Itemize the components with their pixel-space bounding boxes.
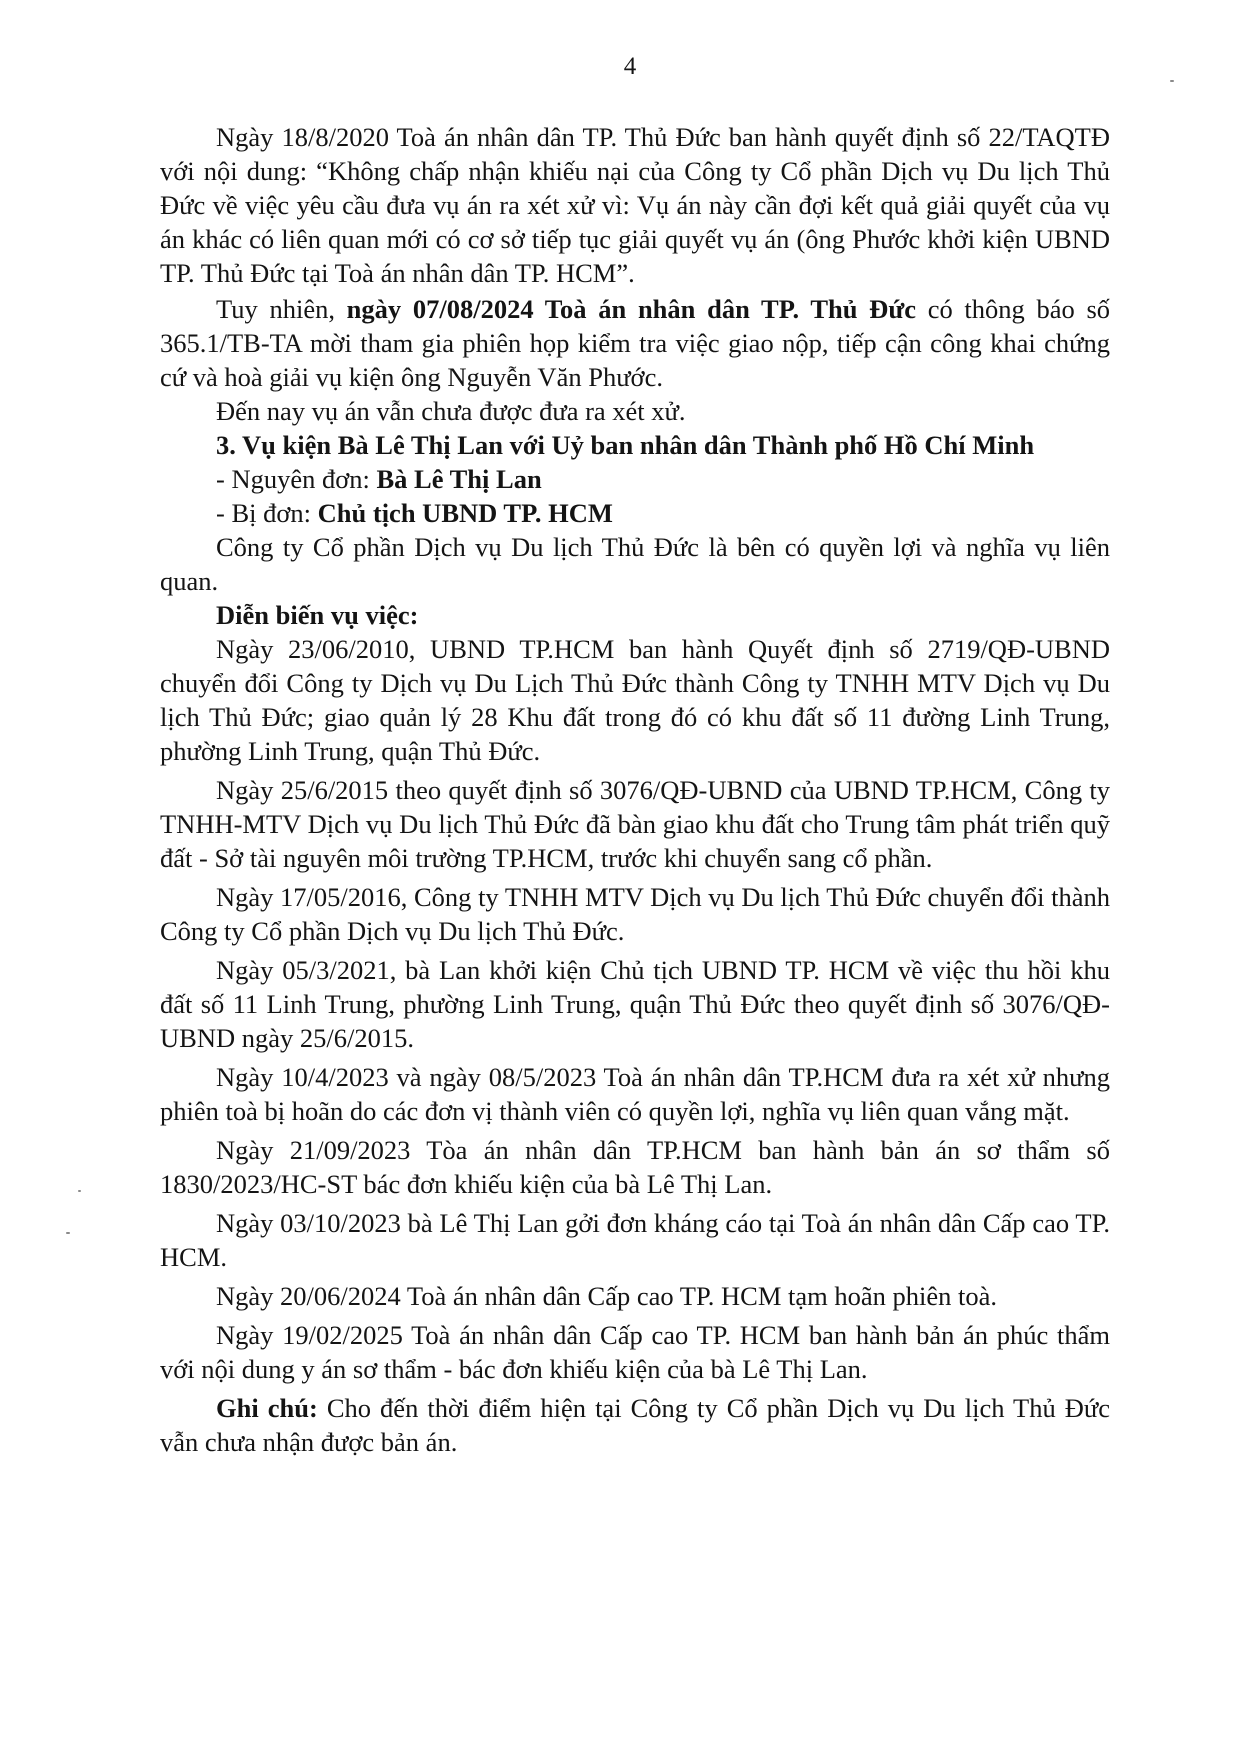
note-text: Cho đến thời điểm hiện tại Công ty Cổ phần Dịch vụ Du lịch Thủ Đức vẫn chưa nhận được bản án.: [160, 1393, 1110, 1457]
paragraph-note: [160, 1391, 1110, 1459]
scan-speck: [78, 1190, 81, 1192]
defendant-name: Chủ tịch UBND TP. HCM: [317, 498, 613, 528]
paragraph-text: Công ty Cổ phần Dịch vụ Du lịch Thủ Đức là bên có quyền lợi và nghĩa vụ liên quan.: [160, 532, 1110, 596]
paragraph-event-2025: [160, 1318, 1110, 1386]
paragraph-text: Ngày 19/02/2025 Toà án nhân dân Cấp cao TP. HCM ban hành bản án phúc thẩm với nội dung y án sơ thẩm - bác đơn khiếu kiện của bà Lê Thị Lan.: [160, 1320, 1110, 1384]
scan-speck: [1170, 80, 1174, 82]
paragraph-decision-22-taqtd: [160, 120, 1110, 290]
defendant-label: - Bị đơn:: [216, 498, 318, 528]
paragraph-event-2015: [160, 773, 1110, 875]
paragraph-event-2010: [160, 632, 1110, 768]
paragraph-text: Ngày 10/4/2023 và ngày 08/5/2023 Toà án nhân dân TP.HCM đưa ra xét xử nhưng phiên toà bị hoãn do các đơn vị thành viên có quyền lợi, nghĩa vụ liên quan vắng mặt.: [160, 1062, 1110, 1126]
paragraph-text: Đến nay vụ án vẫn chưa được đưa ra xét xử.: [216, 396, 686, 426]
paragraph-related-party: [160, 530, 1110, 598]
scan-speck: [66, 1232, 70, 1234]
paragraph-event-2021: [160, 953, 1110, 1055]
section-heading-case-3: [160, 428, 1110, 462]
paragraph-text: Ngày 03/10/2023 bà Lê Thị Lan gởi đơn kháng cáo tại Toà án nhân dân Cấp cao TP. HCM.: [160, 1208, 1110, 1272]
paragraph-text: Ngày 25/6/2015 theo quyết định số 3076/QĐ-UBND của UBND TP.HCM, Công ty TNHH-MTV Dịch vụ Du lịch Thủ Đức đã bàn giao khu đất cho Trung tâm phát triển quỹ đất - Sở tài nguyên môi trường TP.HCM, trước khi chuyển sang cổ phần.: [160, 775, 1110, 873]
note-label: Ghi chú:: [216, 1393, 318, 1423]
paragraph-text: Tuy nhiên,: [216, 294, 347, 324]
paragraph-event-2024: [160, 1279, 1110, 1313]
paragraph-text: Ngày 20/06/2024 Toà án nhân dân Cấp cao TP. HCM tạm hoãn phiên toà.: [216, 1281, 997, 1311]
paragraph-text: Ngày 05/3/2021, bà Lan khởi kiện Chủ tịch UBND TP. HCM về việc thu hồi khu đất số 11 Linh Trung, phường Linh Trung, quận Thủ Đức theo quyết định số 3076/QĐ-UBND ngày 25/6/2015.: [160, 955, 1110, 1053]
paragraph-text: Ngày 21/09/2023 Tòa án nhân dân TP.HCM ban hành bản án sơ thẩm số 1830/2023/HC-ST bác đơn khiếu kiện của bà Lê Thị Lan.: [160, 1135, 1110, 1199]
defendant-line: [160, 496, 1110, 530]
plaintiff-line: [160, 462, 1110, 496]
paragraph-event-2016: [160, 880, 1110, 948]
paragraph-event-2023-appeal: [160, 1206, 1110, 1274]
paragraph-notice-365: [160, 292, 1110, 394]
bold-text: ngày 07/08/2024 Toà án nhân dân TP. Thủ Đức: [346, 294, 916, 324]
section-heading-text: 3. Vụ kiện Bà Lê Thị Lan với Uỷ ban nhân dân Thành phố Hồ Chí Minh: [216, 430, 1035, 460]
paragraph-event-2023-hearing: [160, 1060, 1110, 1128]
subheading-text: Diễn biến vụ việc:: [216, 600, 419, 630]
paragraph-text: Ngày 18/8/2020 Toà án nhân dân TP. Thủ Đức ban hành quyết định số 22/TAQTĐ với nội dung: “Không chấp nhận khiếu nại của Công ty Cổ phần Dịch vụ Du lịch Thủ Đức về việc yêu cầu đưa vụ án ra xét xử vì: Vụ án này cần đợi kết quả giải quyết của vụ án khác có liên quan mới có cơ sở tiếp tục giải quyết vụ án (ông Phước khởi kiện UBND TP. Thủ Đức tại Toà án nhân dân TP. HCM”.: [160, 122, 1110, 288]
paragraph-event-2023-judgment: [160, 1133, 1110, 1201]
paragraph-text: Ngày 17/05/2016, Công ty TNHH MTV Dịch vụ Du lịch Thủ Đức chuyển đổi thành Công ty Cổ phần Dịch vụ Du lịch Thủ Đức.: [160, 882, 1110, 946]
paragraph-status: [160, 394, 1110, 428]
page-number: 4: [623, 53, 637, 80]
plaintiff-label: - Nguyên đơn:: [216, 464, 377, 494]
subheading-case-progress: [160, 598, 1110, 632]
paragraph-text: có thông báo số 365.1/TB-TA mời tham gia phiên họp kiểm tra việc giao nộp, tiếp cận công khai chứng cứ và hoà giải vụ kiện ông Nguyễn Văn Phước.: [160, 294, 1111, 392]
plaintiff-name: Bà Lê Thị Lan: [376, 464, 542, 494]
paragraph-text: Ngày 23/06/2010, UBND TP.HCM ban hành Quyết định số 2719/QĐ-UBND chuyển đổi Công ty Dịch vụ Du Lịch Thủ Đức thành Công ty TNHH MTV Dịch vụ Du lịch Thủ Đức; giao quản lý 28 Khu đất trong đó có khu đất số 11 đường Linh Trung, phường Linh Trung, quận Thủ Đức.: [160, 634, 1110, 766]
